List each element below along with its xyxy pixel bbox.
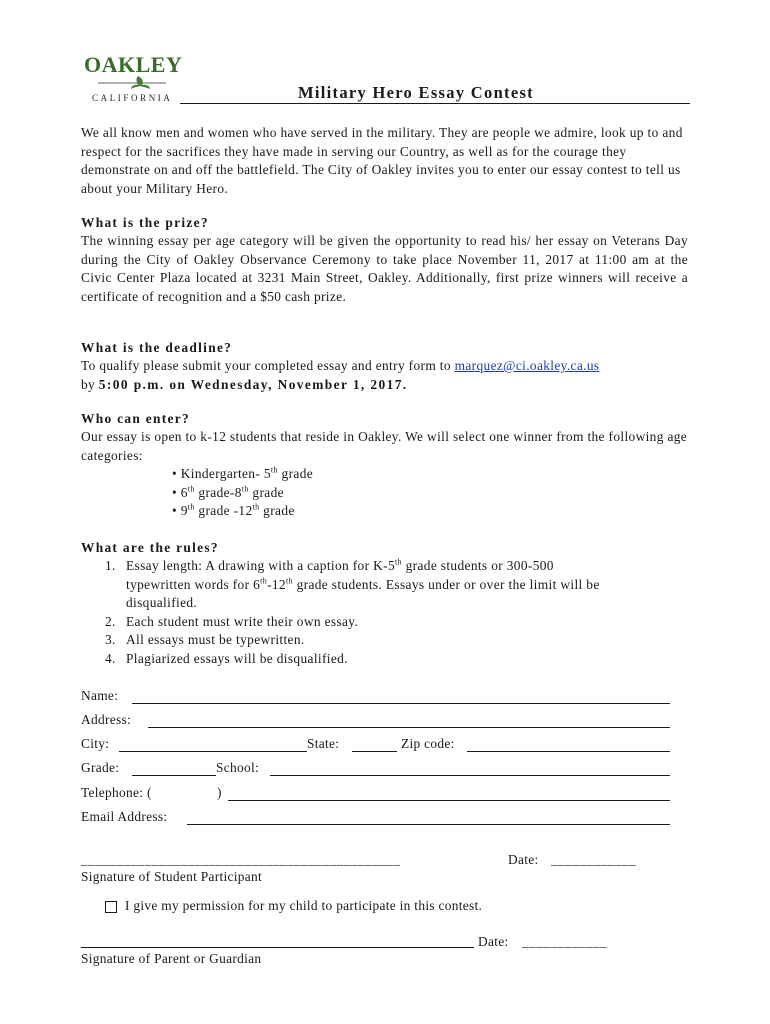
student-signature-line[interactable]: _____________________________________________ xyxy=(81,852,401,867)
deadline-heading: What is the deadline? xyxy=(81,340,233,355)
oak-leaf-icon xyxy=(98,74,168,90)
name-field[interactable] xyxy=(132,703,670,704)
list-item: 1. Essay length: A drawing with a caption for K-5th grade students or 300-500 typewritten words for 6th-12th grade students. Essays under or over the limit will be disqualified. xyxy=(105,557,600,610)
list-item: • 6th grade-8th grade xyxy=(172,484,284,500)
intro-paragraph: We all know men and women who have served in the military. They are people we admire, look up to and respect for the sacrifices they have made in serving our Country, as well as for the courage they demonstrate on and off the battlefield. The City of Oakley invites you to enter our essay contest to tell us about your Military Hero. xyxy=(81,125,683,196)
parent-signature-field[interactable] xyxy=(81,947,474,948)
state-label: State: xyxy=(307,736,340,751)
deadline-date: 5:00 p.m. on Wednesday, November 1, 2017. xyxy=(98,376,408,392)
list-item: 2. Each student must write their own essay. xyxy=(105,613,359,629)
email-link[interactable]: marquez@ci.oakley.ca.us xyxy=(454,358,600,373)
name-row xyxy=(81,688,118,704)
telephone-label: Telephone: ( xyxy=(81,785,152,800)
title-underline xyxy=(180,103,690,104)
grade-field[interactable] xyxy=(132,775,216,776)
telephone-close-paren: ) xyxy=(217,785,222,800)
who-heading: Who can enter? xyxy=(81,411,190,426)
permission-checkbox[interactable] xyxy=(105,901,117,913)
logo-wordmark: OAKLEY xyxy=(84,52,183,77)
parent-date-label: Date: xyxy=(478,934,509,949)
name-label: Name: xyxy=(81,688,119,703)
student-date-label: Date: xyxy=(508,852,539,867)
school-label: School: xyxy=(216,760,260,775)
page-title: Military Hero Essay Contest xyxy=(298,83,534,102)
prize-paragraph: The winning essay per age category will be given the opportunity to read his/ her essay on Veterans Day during the City of Oakley Observance Ceremony to take place November 11, 2017 at 11:00 am at the Civic Center Plaza located at 3231 Main Street, Oakley. Additionally, first prize winners will receive a certificate of recognition and a $50 cash prize. xyxy=(81,233,688,304)
parent-date-field[interactable]: ____________ xyxy=(522,934,608,949)
list-item: • Kindergarten- 5th grade xyxy=(172,465,314,481)
city-field[interactable] xyxy=(119,751,307,752)
email-field[interactable] xyxy=(187,824,670,825)
school-field[interactable] xyxy=(270,775,670,776)
age-categories-list xyxy=(172,465,313,521)
city-row xyxy=(81,736,109,752)
student-signature-caption: Signature of Student Participant xyxy=(81,869,263,884)
list-item: 4. Plagiarized essays will be disqualified. xyxy=(105,650,348,666)
rules-heading: What are the rules? xyxy=(81,540,219,555)
address-row xyxy=(81,712,131,728)
address-label: Address: xyxy=(81,712,132,727)
parent-signature-caption: Signature of Parent or Guardian xyxy=(81,951,262,966)
prize-heading: What is the prize? xyxy=(81,215,209,230)
deadline-text: To qualify please submit your completed essay and entry form to xyxy=(81,358,455,373)
logo-subtitle: CALIFORNIA xyxy=(92,93,173,103)
zip-label: Zip code: xyxy=(401,736,455,751)
grade-row xyxy=(81,760,119,776)
telephone-field[interactable] xyxy=(228,800,670,801)
list-item: • 9th grade -12th grade xyxy=(172,502,295,518)
state-field[interactable] xyxy=(352,751,397,752)
email-label: Email Address: xyxy=(81,809,168,824)
deadline-by: by xyxy=(81,376,99,392)
zip-field[interactable] xyxy=(467,751,670,752)
rules-list xyxy=(105,557,695,668)
address-field[interactable] xyxy=(148,727,670,728)
student-date-field[interactable]: ____________ xyxy=(551,852,637,867)
city-label: City: xyxy=(81,736,110,751)
permission-text: I give my permission for my child to participate in this contest. xyxy=(125,898,483,913)
grade-label: Grade: xyxy=(81,760,120,775)
deadline-paragraph xyxy=(81,357,693,394)
oakley-logo xyxy=(78,52,183,108)
who-paragraph: Our essay is open to k-12 students that reside in Oakley. We will select one winner from the following age categories: xyxy=(81,429,688,463)
list-item: 3. All essays must be typewritten. xyxy=(105,632,305,647)
